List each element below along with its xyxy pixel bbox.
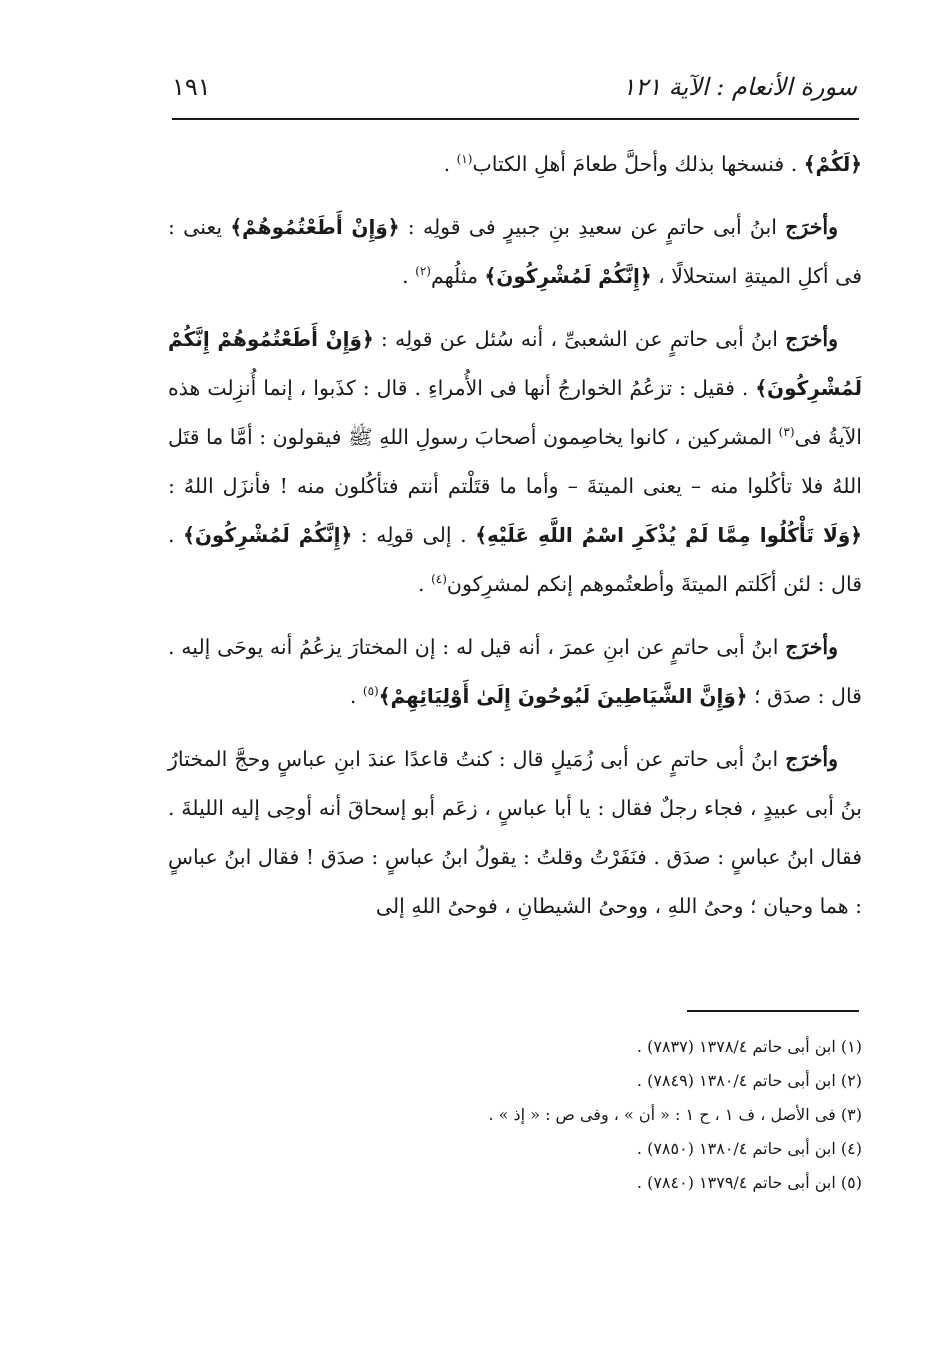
footnote-ref-4[interactable]: (٤) [431, 572, 447, 587]
text-run: . [349, 684, 363, 708]
text-run: ابنُ أبى حاتمٍ عن الشعبىِّ ، أنه سُئل عن قولِه : [373, 327, 786, 351]
footnote-5: (٥) ابن أبى حاتم ١٣٧٩/٤ (٧٨٤٠) . [636, 1173, 862, 1192]
text-run: . [443, 152, 457, 176]
quran-quote: ﴿وَإِنَّ الشَّيَاطِينَ لَيُوحُونَ إِلَىٰ أَوْلِيَائِهِمْ﴾ [378, 684, 748, 708]
quran-quote: ﴿إِنَّكُمْ لَمُشْرِكُونَ﴾ [484, 264, 652, 288]
page-number: ١٩١ [172, 73, 211, 101]
footnote-3: (٣) فى الأصل ، ف ١ ، ح ١ : « أن » ، وفى ص : « إذ » . [488, 1105, 862, 1124]
footnotes [168, 1030, 862, 1200]
main-text [168, 140, 862, 945]
paragraph-lead: وأخرَج [785, 747, 838, 771]
text-run: يعنى : فى أكلِ الميتةِ استحلالًا ، [168, 215, 862, 288]
footnote-2: (٢) ابن أبى حاتم ١٣٨٠/٤ (٧٨٤٩) . [636, 1071, 862, 1090]
paragraph-lead: وأخرَج [785, 327, 838, 351]
paragraph-lead: وأخرَج [785, 215, 839, 239]
footnote-ref-2[interactable]: (٢) [415, 264, 431, 279]
paragraph-5 [168, 735, 862, 931]
footnote-divider [687, 1010, 859, 1012]
text-run: . قال : لئن أكَلتم الميتةَ وأطعتُموهم إنكم لمشرِكون [168, 523, 862, 596]
header-title: سورة الأنعام : الآية ١٢١ [622, 73, 857, 101]
quran-quote: ﴿لَكُمْ﴾ [803, 152, 862, 176]
text-run: . [402, 264, 416, 288]
footnote-ref-1[interactable]: (١) [456, 152, 473, 167]
quran-quote: ﴿وَإِنْ أَطَعْتُمُوهُمْ إِنَّكُمْ لَمُشْرِكُونَ﴾ [168, 327, 862, 400]
text-run: . فنسخها بذلك وأحلَّ طعامَ أهلِ الكتاب [472, 152, 804, 176]
running-header [172, 62, 857, 112]
footnote-ref-5[interactable]: (٥) [362, 684, 379, 699]
quran-quote: ﴿وَلَا تَأْكُلُوا مِمَّا لَمْ يُذْكَرِ اسْمُ اللَّهِ عَلَيْهِ﴾ [475, 523, 863, 547]
paragraph-lead: وأخرَج [785, 635, 838, 659]
paragraph-1 [168, 140, 862, 189]
header-rule [172, 118, 859, 120]
footnote-1: (١) ابن أبى حاتم ١٣٧٨/٤ (٧٨٣٧) . [636, 1037, 862, 1056]
text-run: ابنُ أبى حاتمٍ عن ابنِ عمرَ ، أنه قيل له : إن المختارَ يزعُمُ أنه يوحَى إليه . قال : صدَق ؛ [168, 635, 862, 708]
text-run: المشركين ، كانوا يخاصِمون أصحابَ رسولِ اللهِ ﷺ فيقولون : أمَّا ما قتَل اللهُ فلا تأكُلوا منه – يعنى الميتةَ – وأما ما قتَلْتم أنتم فتأكُلون منه ! فأنزَل اللهُ : [167, 425, 862, 498]
text-run: . [418, 572, 432, 596]
text-run: ابنُ أبى حاتمٍ عن سعيدِ بنِ جبيرٍ فى قولِه : [399, 215, 786, 239]
footnote-4: (٤) ابن أبى حاتم ١٣٨٠/٤ (٧٨٥٠) . [636, 1139, 862, 1158]
paragraph-3 [168, 315, 862, 609]
footnote-ref-3[interactable]: (٣) [778, 425, 795, 440]
text-run: مثلُهم [430, 264, 485, 288]
text-run: . إلى قولِه : [352, 523, 476, 547]
quran-quote: ﴿وَإِنْ أَطَعْتُمُوهُمْ﴾ [230, 215, 400, 239]
quran-quote: ﴿إِنَّكُمْ لَمُشْرِكُونَ﴾ [183, 523, 353, 547]
paragraph-4 [168, 623, 862, 721]
text-run: . فقيل : تزعُمُ الخوارجُ أنها فى الأُمراءِ . قال : كذَبوا ، إنما أُنزِلت هذه الآيةُ فى [168, 376, 862, 449]
text-run: ابنُ أبى حاتمٍ عن أبى زُمَيلٍ قال : كنتُ قاعدًا عندَ ابنِ عباسٍ وحجَّ المختارُ بنُ أبى عبيدٍ ، فجاء رجلٌ فقال : يا أبا عباسٍ ، زعَم أبو إسحاقَ أنه أوحِى إليه الليلةَ . فقال ابنُ عباسٍ : صدَق . فنَفَرْتُ وقلتُ : يقولُ ابنُ عباسٍ : صدَق ! فقال ابنُ عباسٍ : هما وحيان ؛ وحىُ اللهِ ، ووحىُ الشيطانِ ، فوحىُ اللهِ إلى [168, 747, 862, 918]
paragraph-2 [168, 203, 862, 301]
